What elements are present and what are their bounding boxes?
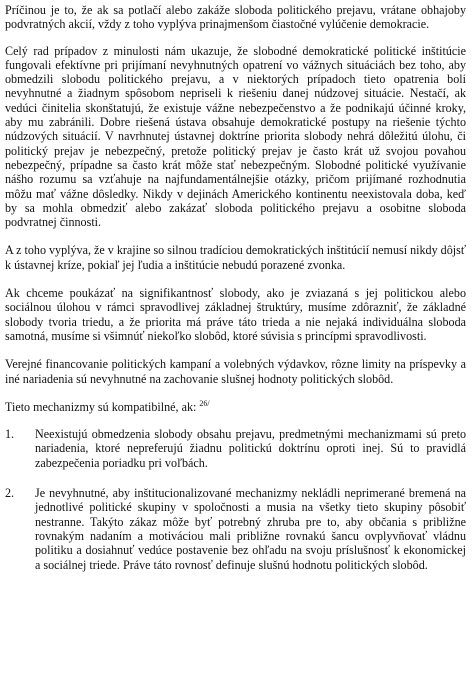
list-intro-text: Tieto mechanizmy sú kompatibilné, ak:: [5, 399, 197, 414]
list-item-text: Neexistujú obmedzenia slobody obsahu prejavu, predmetnými mechanizmami sú preto nariadenia, ktoré nepreferujú žiadnu politickú doktrínu oproti inej. Sú to pravidlá zabezpečenia poriadku pri voľbách.: [35, 427, 466, 470]
paragraph-4: Ak chceme poukázať na signifikantnosť slobody, ako je zviazaná s jej politickou alebo sociálnou úlohou v rámci spravodlivej základnej štruktúry, musíme zdôrazniť, že základné slobody tvoria triedu, a že priorita má práve táto trieda a nie nejaká individuálna sloboda samotná, musíme si všimnúť niekoľko slobôd, ktoré súvisia s princípmi spravodlivosti.: [5, 286, 466, 343]
paragraph-2: Celý rad prípadov z minulosti nám ukazuje, že slobodné demokratické politické inštitúcie fungovali efektívne pri prijímaní nevyhnutných opatrení vo vážnych situáciách bez toho, aby obmedzili slobodu politického prejavu, a v niektorých prípadoch tieto opatrenia boli nevyhnutné a žiadnym spôsobom nepriseli k riešeniu danej núdzovej situácie. Nestačí, ak vedúci činitelia skonštatujú, že existuje vážne nebezpečenstvo a že podnikajú účinné kroky, aby mu zabránili. Dobre riešená ústava obsahuje demokratické postupy na riešenie týchto núdzových situácií. V navrhnutej ústavnej doktríne priorita slobody nehrá dôležitú úlohu, či politický prejav je nebezpečný, pretože politický prejav je často krát už svojou povahou nebezpečný, prípadne sa často krát môže stať nebezpečným. Slobodné politické využívanie nášho rozumu sa vzťahuje na najfundamentálnejšie otázky, pričom prijímané rozhodnutia môžu mať vážne dôsledky. Nikdy v dejinách Amerického kontinentu neexistovala doba, keď by sa mohla obmedziť alebo zakázať sloboda politického prejavu a osobitne sloboda podvratnej činnosti.: [5, 43, 466, 230]
list-intro: [5, 400, 466, 414]
paragraph-3: A z toho vyplýva, že v krajine so silnou tradíciou demokratických inštitúcií nemusí nikdy dôjsť k ústavnej kríze, pokiaľ jej ľudia a inštitúcie nebudú porazené zvonka.: [5, 243, 466, 272]
list-item-number: 1.: [5, 427, 15, 442]
list-item-2: [5, 486, 466, 572]
list-item-number: 2.: [5, 486, 15, 501]
paragraph-1: Príčinou je to, že ak sa potlačí alebo zakáže sloboda politického prejavu, vrátane obhajoby podvratných akcií, vždy z toho vyplýva prinajmenšom čiastočné vylúčenie demokracie.: [5, 3, 466, 32]
footnote-marker: 26/: [199, 398, 210, 408]
list-item-1: [5, 427, 466, 470]
list-item-text: Je nevyhnutné, aby inštitucionalizované mechanizmy nekládli neprimerané bremená na jednotlivé politické skupiny v spoločnosti a musia na všetky tieto skupiny pôsobiť nestranne. Takýto zákaz môže byť potrebný zhruba pre to, aby občania s približne rovnakým nadaním a motiváciou mali približne rovnakú šancu ovplyvňovať vládnu politiku a dosiahnuť vedúce postavenie bez ohľadu na svoju príslušnosť k ekonomickej a sociálnej triede. Práve táto rovnosť definuje slušnú hodnotu politických slobôd.: [35, 486, 466, 572]
document-page: [5, 3, 466, 588]
paragraph-5: Verejné financovanie politických kampaní a volebných výdavkov, rôzne limity na príspevky a iné nariadenia sú nevyhnutné na zachovanie slušnej hodnoty politických slobôd.: [5, 357, 466, 386]
